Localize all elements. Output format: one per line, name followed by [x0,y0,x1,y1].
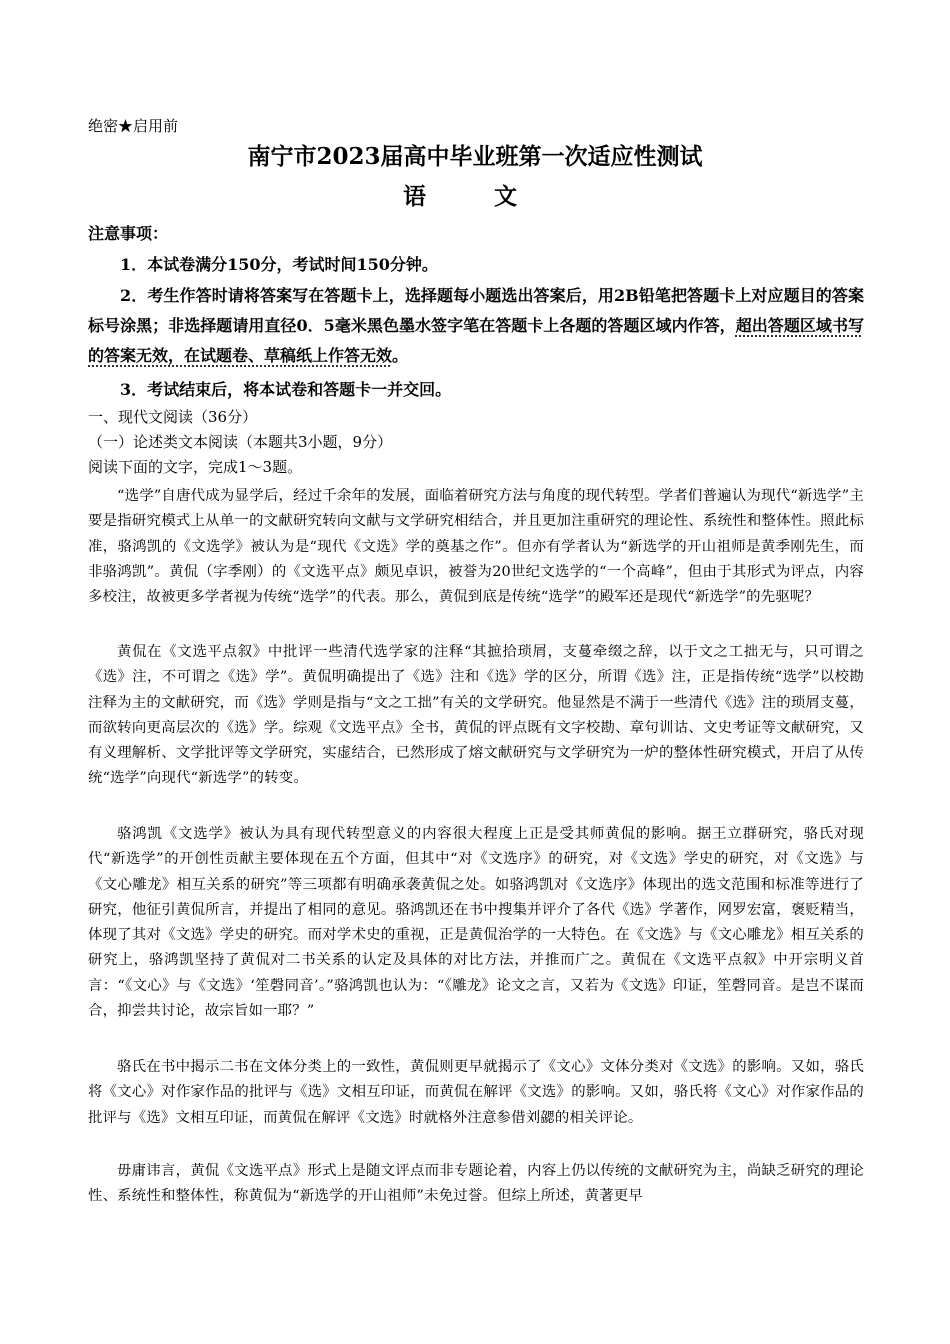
subsection-heading: （一）论述类文本阅读（本题共3小题，9分） [88,433,393,451]
section-heading: 一、现代文阅读（36分） [88,408,258,426]
notice-item-3: 3．考试结束后，将本试卷和答题卡一并交回。 [120,380,452,399]
notice-heading: 注意事项： [88,224,169,243]
subject-text: 语 文 [402,183,547,210]
confidential-label: 绝密★启用前 [88,117,179,135]
notice-item-1: 1．本试卷满分150分，考试时间150分钟。 [120,255,438,274]
subject-title [0,182,950,212]
passage-paragraph: 黄侃在《文选平点叙》中批评一些清代选学家的注释“其摭拾琐屑，支蔓牵缀之辞，以于文之工拙无与，只可谓之《选》注，不可谓之《选》学”。黄侃明确提出了《选》注和《选》学的区分，所谓《选》注，正是指传统“选学”以校勘注释为主的文献研究，而《选》学则是指与“文之工拙”有关的文学研究。他显然是不满于一些清代《选》注的琐屑支蔓，而欲转向更高层次的《选》学。综观《文选平点》全书，黄侃的评点既有文字校勘、章句训诂、文史考证等文献研究，又有义理解析、文学批评等文学研究，实虚结合，已然形成了熔文献研究与文学研究为一炉的整体性研究模式，开启了从传统“选学”向现代“新选学”的转变。 [88,644,864,787]
notice-item-2-text: 2．考生作答时请将答案写在答题卡上，选择题每小题选出答案后，用2B铅笔把答题卡上对应题目的答案标号涂黑；非选择题请用直径0．5毫米黑色墨水签字笔在答题卡上各题的答题区域内作答， [88,286,864,335]
passage-paragraph: 骆氏在书中揭示二书在文体分类上的一致性，黄侃则更早就揭示了《文心》文体分类对《文选》的影响。又如，骆氏将《文心》对作家作品的批评与《选》文相互印证，而黄侃在解评《文选》的影响。又如，骆氏将《文心》对作家作品的批评与《选》文相互印证，而黄侃在解评《文选》时就格外注意参借刘勰的相关评论。 [88,1059,864,1126]
passage-paragraph: “选学”自唐代成为显学后，经过千余年的发展，面临着研究方法与角度的现代转型。学者们普遍认为现代“新选学”主要是指研究模式上从单一的文献研究转向文献与文学研究相结合，并且更加注重研究的理论性、系统性和整体性。照此标准，骆鸿凯的《文选学》被认为是“现代《文选》学的奠基之作”。但亦有学者认为“新选学的开山祖师是黄季刚先生，而非骆鸿凯”。黄侃（字季刚）的《文选平点》颇见卓识，被誉为20世纪文选学的“一个高峰”，但由于其形式为评点，内容多校注，故被更多学者视为传统“选学”的代表。那么，黄侃到底是传统“选学”的殿军还是现代“新选学”的先驱呢？ [88,488,864,606]
passage-paragraph: 毋庸讳言，黄侃《文选平点》形式上是随文评点而非专题论着，内容上仍以传统的文献研究为主，尚缺乏研究的理论性、系统性和整体性，称黄侃为“新选学的开山祖师”未免过誉。但综上所述，黄著更早 [88,1163,864,1205]
exam-title: 南宁市2023届高中毕业班第一次适应性测试 [247,143,703,170]
notice-item-2 [88,281,864,371]
notice-item-2-emphasis: 超出答题区域书写的答案无效，在试题卷、草稿纸上作答无效 [88,316,864,365]
passage-paragraph: 骆鸿凯《文选学》被认为具有现代转型意义的内容很大程度上正是受其师黄侃的影响。据王立群研究，骆氏对现代“新选学”的开创性贡献主要体现在五个方面，但其中“对《文选序》的研究，对《文选》学史的研究，对《文选》与《文心雕龙》相互关系的研究”等三项都有明确承袭黄侃之处。如骆鸿凯对《文选序》体现出的选文范围和标准等进行了研究，他征引黄侃所言，并提出了相同的意见。骆鸿凯还在书中搜集并评介了各代《选》学著作，网罗宏富，褒贬精当，体现了其对《文选》学史的研究。而对学术史的重视，正是黄侃治学的一大特色。在《文选》与《文心雕龙》相互关系的研究上，骆鸿凯坚持了黄侃对二书关系的认定及具体的对比方法，并推而广之。黄侃在《文选平点叙》中开宗明义首言：“《文心》与《文选》‘笙磬同音’。”骆鸿凯也认为：“《雕龙》论文之言，又若为《文选》印证，笙磬同音。是岂不谋而合，抑尝共讨论，故宗旨如一耶？” [88,826,864,1020]
notice-item-2-end: 。 [392,346,409,365]
reading-instruction: 阅读下面的文字，完成1～3题。 [88,458,303,476]
